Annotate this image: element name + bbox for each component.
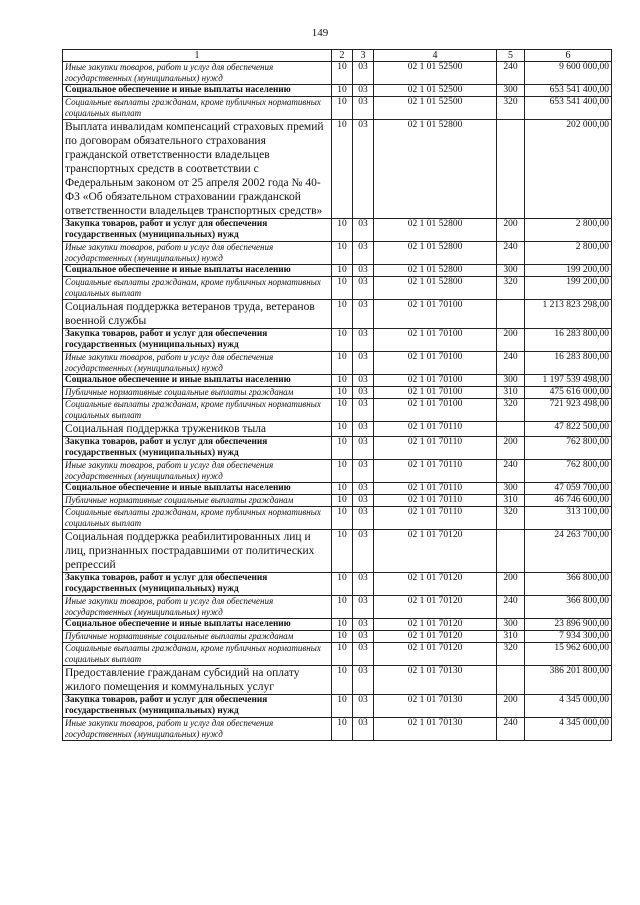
row-name: Социальные выплаты гражданам, кроме публичных нормативных социальных выплат bbox=[63, 643, 332, 666]
row-section: 10 bbox=[332, 422, 353, 437]
row-expense-type: 200 bbox=[497, 437, 525, 460]
row-target-article: 02 1 01 70110 bbox=[374, 437, 497, 460]
row-section: 10 bbox=[332, 219, 353, 242]
row-amount: 15 962 600,00 bbox=[525, 643, 612, 666]
row-section: 10 bbox=[332, 596, 353, 619]
row-name: Закупка товаров, работ и услуг для обеспечения государственных (муниципальных) нужд bbox=[63, 695, 332, 718]
table-row bbox=[63, 483, 612, 495]
table-row bbox=[63, 219, 612, 242]
row-subsection: 03 bbox=[353, 265, 374, 277]
row-expense-type: 320 bbox=[497, 277, 525, 300]
row-target-article: 02 1 01 70130 bbox=[374, 695, 497, 718]
row-subsection: 03 bbox=[353, 619, 374, 631]
row-name: Социальное обеспечение и иные выплаты населению bbox=[63, 265, 332, 277]
row-expense-type bbox=[497, 120, 525, 219]
header-col-target-article: 4 bbox=[374, 50, 497, 62]
row-expense-type bbox=[497, 530, 525, 573]
row-target-article: 02 1 01 52800 bbox=[374, 219, 497, 242]
table-row bbox=[63, 300, 612, 329]
row-target-article: 02 1 01 70110 bbox=[374, 507, 497, 530]
row-expense-type: 300 bbox=[497, 85, 525, 97]
table-row bbox=[63, 375, 612, 387]
row-name: Закупка товаров, работ и услуг для обеспечения государственных (муниципальных) нужд bbox=[63, 329, 332, 352]
row-target-article: 02 1 01 70100 bbox=[374, 387, 497, 399]
row-expense-type: 310 bbox=[497, 495, 525, 507]
table-row bbox=[63, 437, 612, 460]
row-section: 10 bbox=[332, 495, 353, 507]
row-target-article: 02 1 01 70120 bbox=[374, 596, 497, 619]
table-row bbox=[63, 265, 612, 277]
table-row bbox=[63, 573, 612, 596]
row-section: 10 bbox=[332, 85, 353, 97]
row-subsection: 03 bbox=[353, 507, 374, 530]
row-target-article: 02 1 01 52800 bbox=[374, 242, 497, 265]
row-expense-type: 240 bbox=[497, 718, 525, 741]
row-section: 10 bbox=[332, 695, 353, 718]
row-name: Социальные выплаты гражданам, кроме публичных нормативных социальных выплат bbox=[63, 277, 332, 300]
header-col-section: 2 bbox=[332, 50, 353, 62]
row-target-article: 02 1 01 52500 bbox=[374, 62, 497, 85]
row-amount: 313 100,00 bbox=[525, 507, 612, 530]
row-section: 10 bbox=[332, 375, 353, 387]
row-amount: 2 800,00 bbox=[525, 242, 612, 265]
row-name: Публичные нормативные социальные выплаты гражданам bbox=[63, 631, 332, 643]
row-expense-type: 320 bbox=[497, 507, 525, 530]
table-row bbox=[63, 352, 612, 375]
row-amount: 16 283 800,00 bbox=[525, 352, 612, 375]
row-subsection: 03 bbox=[353, 300, 374, 329]
row-name: Закупка товаров, работ и услуг для обеспечения государственных (муниципальных) нужд bbox=[63, 437, 332, 460]
row-subsection: 03 bbox=[353, 460, 374, 483]
row-section: 10 bbox=[332, 530, 353, 573]
table-row bbox=[63, 718, 612, 741]
row-section: 10 bbox=[332, 718, 353, 741]
table-row bbox=[63, 85, 612, 97]
header-col-subsection: 3 bbox=[353, 50, 374, 62]
table-row bbox=[63, 277, 612, 300]
table-row bbox=[63, 530, 612, 573]
row-name: Социальное обеспечение и иные выплаты населению bbox=[63, 375, 332, 387]
row-name: Социальная поддержка реабилитированных лиц и лиц, признанных пострадавшими от политических репрессий bbox=[63, 530, 332, 573]
row-subsection: 03 bbox=[353, 399, 374, 422]
row-section: 10 bbox=[332, 643, 353, 666]
row-target-article: 02 1 01 70110 bbox=[374, 422, 497, 437]
row-subsection: 03 bbox=[353, 329, 374, 352]
row-expense-type bbox=[497, 666, 525, 695]
row-target-article: 02 1 01 70100 bbox=[374, 329, 497, 352]
row-amount: 199 200,00 bbox=[525, 265, 612, 277]
row-subsection: 03 bbox=[353, 85, 374, 97]
row-name: Публичные нормативные социальные выплаты гражданам bbox=[63, 495, 332, 507]
row-amount: 199 200,00 bbox=[525, 277, 612, 300]
row-expense-type: 310 bbox=[497, 387, 525, 399]
row-target-article: 02 1 01 70100 bbox=[374, 399, 497, 422]
row-expense-type: 320 bbox=[497, 399, 525, 422]
row-amount: 386 201 800,00 bbox=[525, 666, 612, 695]
row-name: Социальная поддержка ветеранов труда, ветеранов военной службы bbox=[63, 300, 332, 329]
row-subsection: 03 bbox=[353, 219, 374, 242]
row-subsection: 03 bbox=[353, 277, 374, 300]
table-row bbox=[63, 329, 612, 352]
row-target-article: 02 1 01 70120 bbox=[374, 631, 497, 643]
row-name: Иные закупки товаров, работ и услуг для обеспечения государственных (муниципальных) нужд bbox=[63, 242, 332, 265]
row-section: 10 bbox=[332, 300, 353, 329]
header-col-amount: 6 bbox=[525, 50, 612, 62]
row-section: 10 bbox=[332, 619, 353, 631]
row-amount: 366 800,00 bbox=[525, 596, 612, 619]
row-section: 10 bbox=[332, 631, 353, 643]
row-expense-type: 200 bbox=[497, 695, 525, 718]
table-row bbox=[63, 120, 612, 219]
row-name: Социальное обеспечение и иные выплаты населению bbox=[63, 619, 332, 631]
row-amount: 475 616 000,00 bbox=[525, 387, 612, 399]
row-expense-type: 240 bbox=[497, 460, 525, 483]
table-row bbox=[63, 422, 612, 437]
row-subsection: 03 bbox=[353, 97, 374, 120]
row-name: Выплата инвалидам компенсаций страховых премий по договорам обязательного страхования гражданской ответственности владельцев транспортных средств в соответствии с Федеральным законом от 25 апреля 2002 года № 40-ФЗ «Об обязательном страховании гражданской ответственности владельцев транспортных средств» bbox=[63, 120, 332, 219]
row-subsection: 03 bbox=[353, 643, 374, 666]
page-number: 149 bbox=[311, 27, 329, 39]
row-name: Иные закупки товаров, работ и услуг для обеспечения государственных (муниципальных) нужд bbox=[63, 62, 332, 85]
row-amount: 9 600 000,00 bbox=[525, 62, 612, 85]
row-amount: 762 800,00 bbox=[525, 437, 612, 460]
row-expense-type: 300 bbox=[497, 265, 525, 277]
row-target-article: 02 1 01 70100 bbox=[374, 300, 497, 329]
row-amount: 202 000,00 bbox=[525, 120, 612, 219]
row-expense-type bbox=[497, 422, 525, 437]
row-subsection: 03 bbox=[353, 666, 374, 695]
row-target-article: 02 1 01 70110 bbox=[374, 460, 497, 483]
row-section: 10 bbox=[332, 460, 353, 483]
table-row bbox=[63, 460, 612, 483]
row-expense-type: 200 bbox=[497, 219, 525, 242]
row-name: Иные закупки товаров, работ и услуг для обеспечения государственных (муниципальных) нужд bbox=[63, 596, 332, 619]
row-subsection: 03 bbox=[353, 375, 374, 387]
row-amount: 47 822 500,00 bbox=[525, 422, 612, 437]
table-row bbox=[63, 619, 612, 631]
row-expense-type: 310 bbox=[497, 631, 525, 643]
row-subsection: 03 bbox=[353, 695, 374, 718]
row-target-article: 02 1 01 70100 bbox=[374, 352, 497, 375]
row-section: 10 bbox=[332, 387, 353, 399]
row-subsection: 03 bbox=[353, 495, 374, 507]
row-expense-type: 240 bbox=[497, 242, 525, 265]
row-amount: 24 263 700,00 bbox=[525, 530, 612, 573]
row-target-article: 02 1 01 52500 bbox=[374, 97, 497, 120]
row-section: 10 bbox=[332, 437, 353, 460]
row-subsection: 03 bbox=[353, 530, 374, 573]
row-target-article: 02 1 01 70120 bbox=[374, 530, 497, 573]
row-section: 10 bbox=[332, 483, 353, 495]
row-name: Иные закупки товаров, работ и услуг для обеспечения государственных (муниципальных) нужд bbox=[63, 718, 332, 741]
row-subsection: 03 bbox=[353, 718, 374, 741]
row-name: Социальные выплаты гражданам, кроме публичных нормативных социальных выплат bbox=[63, 399, 332, 422]
row-target-article: 02 1 01 52800 bbox=[374, 277, 497, 300]
table-row bbox=[63, 507, 612, 530]
row-amount: 4 345 000,00 bbox=[525, 695, 612, 718]
row-target-article: 02 1 01 70120 bbox=[374, 619, 497, 631]
row-subsection: 03 bbox=[353, 573, 374, 596]
row-expense-type: 240 bbox=[497, 62, 525, 85]
row-section: 10 bbox=[332, 62, 353, 85]
row-expense-type: 320 bbox=[497, 97, 525, 120]
row-expense-type: 240 bbox=[497, 352, 525, 375]
row-subsection: 03 bbox=[353, 120, 374, 219]
row-section: 10 bbox=[332, 265, 353, 277]
row-section: 10 bbox=[332, 242, 353, 265]
row-subsection: 03 bbox=[353, 242, 374, 265]
table-row bbox=[63, 495, 612, 507]
row-amount: 2 800,00 bbox=[525, 219, 612, 242]
row-name: Иные закупки товаров, работ и услуг для обеспечения государственных (муниципальных) нужд bbox=[63, 352, 332, 375]
row-amount: 653 541 400,00 bbox=[525, 85, 612, 97]
table-row bbox=[63, 97, 612, 120]
row-amount: 16 283 800,00 bbox=[525, 329, 612, 352]
row-subsection: 03 bbox=[353, 437, 374, 460]
row-expense-type: 240 bbox=[497, 596, 525, 619]
row-amount: 762 800,00 bbox=[525, 460, 612, 483]
row-amount: 47 059 700,00 bbox=[525, 483, 612, 495]
row-target-article: 02 1 01 70100 bbox=[374, 375, 497, 387]
row-name: Социальное обеспечение и иные выплаты населению bbox=[63, 483, 332, 495]
row-subsection: 03 bbox=[353, 596, 374, 619]
row-expense-type: 200 bbox=[497, 573, 525, 596]
row-section: 10 bbox=[332, 329, 353, 352]
row-expense-type: 300 bbox=[497, 483, 525, 495]
row-name: Социальная поддержка тружеников тыла bbox=[63, 422, 332, 437]
row-amount: 366 800,00 bbox=[525, 573, 612, 596]
row-name: Социальные выплаты гражданам, кроме публичных нормативных социальных выплат bbox=[63, 507, 332, 530]
row-section: 10 bbox=[332, 97, 353, 120]
row-section: 10 bbox=[332, 120, 353, 219]
row-amount: 653 541 400,00 bbox=[525, 97, 612, 120]
row-name: Иные закупки товаров, работ и услуг для обеспечения государственных (муниципальных) нужд bbox=[63, 460, 332, 483]
row-section: 10 bbox=[332, 573, 353, 596]
header-col-name: 1 bbox=[63, 50, 332, 62]
row-amount: 4 345 000,00 bbox=[525, 718, 612, 741]
row-name: Публичные нормативные социальные выплаты гражданам bbox=[63, 387, 332, 399]
table-row bbox=[63, 596, 612, 619]
table-row bbox=[63, 643, 612, 666]
table-row bbox=[63, 242, 612, 265]
row-target-article: 02 1 01 52500 bbox=[374, 85, 497, 97]
row-target-article: 02 1 01 70120 bbox=[374, 643, 497, 666]
table-row bbox=[63, 695, 612, 718]
row-subsection: 03 bbox=[353, 422, 374, 437]
header-col-expense-type: 5 bbox=[497, 50, 525, 62]
row-target-article: 02 1 01 70110 bbox=[374, 483, 497, 495]
row-amount: 7 934 300,00 bbox=[525, 631, 612, 643]
row-name: Социальное обеспечение и иные выплаты населению bbox=[63, 85, 332, 97]
table-row bbox=[63, 399, 612, 422]
row-expense-type: 300 bbox=[497, 375, 525, 387]
row-amount: 721 923 498,00 bbox=[525, 399, 612, 422]
row-target-article: 02 1 01 70110 bbox=[374, 495, 497, 507]
row-subsection: 03 bbox=[353, 631, 374, 643]
row-expense-type: 320 bbox=[497, 643, 525, 666]
row-amount: 1 213 823 298,00 bbox=[525, 300, 612, 329]
row-expense-type: 200 bbox=[497, 329, 525, 352]
row-name: Социальные выплаты гражданам, кроме публичных нормативных социальных выплат bbox=[63, 97, 332, 120]
row-expense-type: 300 bbox=[497, 619, 525, 631]
row-target-article: 02 1 01 52800 bbox=[374, 265, 497, 277]
row-target-article: 02 1 01 52800 bbox=[374, 120, 497, 219]
row-subsection: 03 bbox=[353, 387, 374, 399]
row-amount: 1 197 539 498,00 bbox=[525, 375, 612, 387]
budget-table bbox=[62, 49, 612, 741]
row-subsection: 03 bbox=[353, 483, 374, 495]
row-section: 10 bbox=[332, 666, 353, 695]
row-section: 10 bbox=[332, 399, 353, 422]
row-name: Закупка товаров, работ и услуг для обеспечения государственных (муниципальных) нужд bbox=[63, 219, 332, 242]
row-target-article: 02 1 01 70120 bbox=[374, 573, 497, 596]
row-section: 10 bbox=[332, 507, 353, 530]
row-expense-type bbox=[497, 300, 525, 329]
row-target-article: 02 1 01 70130 bbox=[374, 718, 497, 741]
row-subsection: 03 bbox=[353, 352, 374, 375]
row-amount: 46 746 600,00 bbox=[525, 495, 612, 507]
row-amount: 23 896 900,00 bbox=[525, 619, 612, 631]
row-target-article: 02 1 01 70130 bbox=[374, 666, 497, 695]
row-name: Закупка товаров, работ и услуг для обеспечения государственных (муниципальных) нужд bbox=[63, 573, 332, 596]
table-row bbox=[63, 631, 612, 643]
row-name: Предоставление гражданам субсидий на оплату жилого помещения и коммунальных услуг bbox=[63, 666, 332, 695]
table-row bbox=[63, 387, 612, 399]
row-subsection: 03 bbox=[353, 62, 374, 85]
row-section: 10 bbox=[332, 277, 353, 300]
row-section: 10 bbox=[332, 352, 353, 375]
table-row bbox=[63, 666, 612, 695]
table-row bbox=[63, 62, 612, 85]
header-row bbox=[63, 50, 612, 62]
